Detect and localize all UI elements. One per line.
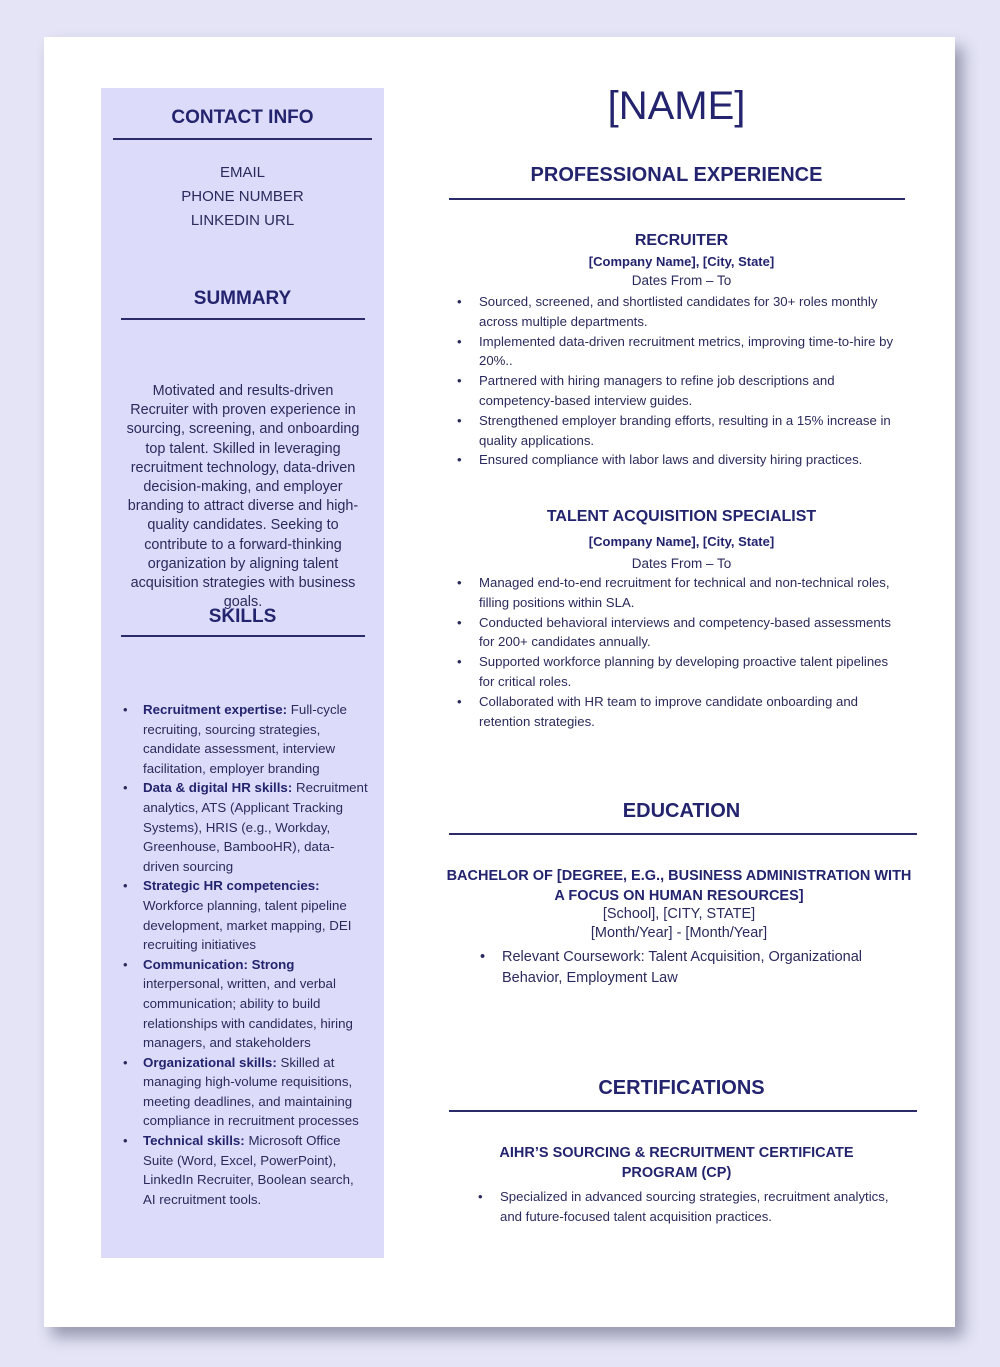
education-bullets <box>480 947 910 989</box>
skill-text: Recruitment analytics, ATS (Applicant Tracking Systems), HRIS (e.g., Workday, Greenhouse, BambooHR), data-driven sourcing <box>143 780 368 874</box>
skill-text: Skilled at managing high-volume requisitions, meeting deadlines, and maintaining compliance in recruitment processes <box>143 1054 359 1129</box>
job-bullet: • Managed end-to-end recruitment for technical and non-technical roles, filling positions within SLA. <box>457 573 907 613</box>
summary-rule <box>121 318 365 320</box>
job-bullet: • Ensured compliance with labor laws and diversity hiring practices. <box>457 450 907 470</box>
skill-label: Data & digital HR skills: <box>143 780 293 796</box>
job-dates: Dates From – To <box>631 273 732 288</box>
education-dates: [Month/Year] - [Month/Year] <box>590 925 768 941</box>
skill-item <box>123 876 368 954</box>
skills-title: SKILLS <box>208 606 277 627</box>
job-title: TALENT ACQUISITION SPECIALIST <box>546 508 817 525</box>
education-bullet: • Relevant Coursework: Talent Acquisition, Organizational Behavior, Employment Law <box>480 947 910 989</box>
skills-rule <box>121 635 365 637</box>
skill-text: Full-cycle recruiting, sourcing strategies, candidate assessment, interview facilitation, employer branding <box>143 702 347 776</box>
contact-email: EMAIL <box>219 164 265 181</box>
education-title: EDUCATION <box>622 800 741 822</box>
job-bullet: • Partnered with hiring managers to refine job descriptions and competency-based interview guides. <box>457 371 907 411</box>
job-dates: Dates From – To <box>631 556 732 571</box>
experience-rule <box>449 198 905 200</box>
certification-name: AIHR’S SOURCING & RECRUITMENT CERTIFICATE PROGRAM (CP) <box>499 1145 854 1181</box>
skill-text: Microsoft Office Suite (Word, Excel, PowerPoint), LinkedIn Recruiter, Boolean search, AI recruitment tools. <box>143 1133 354 1207</box>
contact-rule <box>113 138 372 140</box>
job-bullet: • Sourced, screened, and shortlisted candidates for 30+ roles monthly across multiple departments. <box>457 292 907 332</box>
candidate-name: [NAME] <box>607 84 746 128</box>
resume-page <box>44 37 955 1327</box>
experience-title: PROFESSIONAL EXPERIENCE <box>530 164 823 186</box>
skill-label: Technical skills: <box>143 1133 245 1149</box>
job-bullet: • Supported workforce planning by developing proactive talent pipelines for critical roles. <box>457 652 907 692</box>
contact-phone: PHONE NUMBER <box>181 188 304 205</box>
skill-text: Workforce planning, talent pipeline development, market mapping, DEI recruiting initiatives <box>143 897 352 953</box>
job-company: [Company Name], [City, State] <box>588 534 775 549</box>
job-title: RECRUITER <box>634 232 729 249</box>
certification-bullet: • Specialized in advanced sourcing strategies, recruitment analytics, and future-focused talent acquisition practices. <box>478 1187 898 1226</box>
skill-item <box>123 955 368 1053</box>
skill-label: Organizational skills: <box>143 1054 277 1070</box>
certification-bullets <box>478 1187 898 1226</box>
skill-item <box>123 778 368 876</box>
summary-title: SUMMARY <box>193 288 292 309</box>
skill-item <box>123 1053 368 1131</box>
job-bullet: • Collaborated with HR team to improve candidate onboarding and retention strategies. <box>457 692 907 732</box>
skill-item <box>123 1131 368 1209</box>
summary-text: Motivated and results-driven Recruiter with proven experience in sourcing, screening, and onboarding top talent. Skilled in leveraging recruitment technology, data-driven decision-making, and employer branding to attract diverse and high-quality candidates. Seeking to contribute to a forward-thinking organization by aligning talent acquisition strategies with business goals. <box>126 383 360 611</box>
job-bullets <box>457 292 907 470</box>
education-rule <box>449 833 917 835</box>
job-bullet: • Strengthened employer branding efforts, resulting in a 15% increase in quality applications. <box>457 411 907 451</box>
skill-text: interpersonal, written, and verbal communication; ability to build relationships with candidates, hiring managers, and stakeholders <box>143 976 353 1051</box>
job-bullet: • Implemented data-driven recruitment metrics, improving time-to-hire by 20%.. <box>457 332 907 372</box>
education-school: [School], [CITY, STATE] <box>602 906 756 922</box>
skill-label: Communication: Strong <box>143 956 295 972</box>
certifications-title: CERTIFICATIONS <box>598 1077 765 1099</box>
skill-item <box>123 700 368 778</box>
job-bullet: • Conducted behavioral interviews and competency-based assessments for 200+ candidates annually. <box>457 613 907 653</box>
job-bullets <box>457 573 907 731</box>
education-degree: BACHELOR OF [DEGREE, E.G., BUSINESS ADMINISTRATION WITH A FOCUS ON HUMAN RESOURCES] <box>446 868 912 904</box>
certifications-rule <box>449 1110 917 1112</box>
contact-linkedin: LINKEDIN URL <box>190 212 295 229</box>
job-company: [Company Name], [City, State] <box>588 254 775 269</box>
sidebar <box>101 88 384 1258</box>
contact-title: CONTACT INFO <box>171 107 314 128</box>
skill-label: Strategic HR competencies: <box>143 878 320 894</box>
skills-list <box>123 700 368 1209</box>
skill-label: Recruitment expertise: <box>143 702 288 717</box>
